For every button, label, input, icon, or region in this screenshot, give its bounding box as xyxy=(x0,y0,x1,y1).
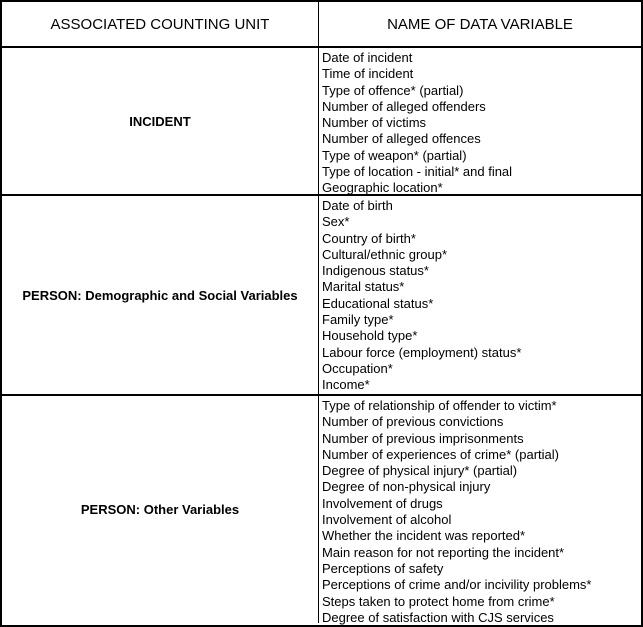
variable-item: Country of birth* xyxy=(322,230,416,246)
variable-item: Date of birth xyxy=(322,198,393,213)
table-row-incident xyxy=(2,48,641,196)
variable-item: Degree of non-physical injury xyxy=(322,479,491,495)
variable-item: Number of alleged offences xyxy=(322,131,481,147)
variable-item: Geographic location* xyxy=(322,180,443,196)
variable-item: Whether the incident was reported* xyxy=(322,528,526,544)
variable-item: Occupation* xyxy=(322,360,393,376)
variable-item: Family type* xyxy=(322,312,394,328)
variable-item: Cultural/ethnic group* xyxy=(322,246,448,262)
variable-item: Time of incident xyxy=(322,66,414,82)
variable-item: Labour force (employment) status* xyxy=(322,344,522,360)
unit-label-person-demographic: PERSON: Demographic and Social Variables xyxy=(22,287,298,303)
variable-item: Perceptions of safety xyxy=(322,560,444,576)
column-header-associated-counting-unit: ASSOCIATED COUNTING UNIT xyxy=(2,2,319,46)
variable-item: Date of incident xyxy=(322,50,413,65)
unit-cell-person-other xyxy=(2,396,319,623)
variable-item: Sex* xyxy=(322,214,350,230)
variable-item: Type of weapon* (partial) xyxy=(322,147,467,163)
variable-item: Degree of physical injury* (partial) xyxy=(322,463,518,479)
variable-item: Involvement of drugs xyxy=(322,495,443,511)
table-row-person-other xyxy=(2,396,641,623)
variable-item: Main reason for not reporting the incident* xyxy=(322,544,565,560)
unit-cell-person-demographic xyxy=(2,196,319,394)
variable-item: Indigenous status* xyxy=(322,263,429,279)
unit-label-person-other: PERSON: Other Variables xyxy=(80,502,240,517)
variable-item: Number of previous imprisonments xyxy=(322,430,524,446)
variable-item: Involvement of alcohol xyxy=(322,512,452,528)
unit-cell-incident xyxy=(2,48,319,194)
variable-item: Number of previous convictions xyxy=(322,414,504,430)
variable-item: Number of victims xyxy=(322,115,427,131)
variable-item: Household type* xyxy=(322,328,418,344)
variable-item: Number of alleged offenders xyxy=(322,98,486,114)
variable-item: Type of offence* (partial) xyxy=(322,82,464,98)
column-header-name-of-data-variable: NAME OF DATA VARIABLE xyxy=(387,15,573,33)
variables-cell-incident xyxy=(319,48,641,194)
variable-item: Type of relationship of offender to victim* xyxy=(322,398,557,413)
variables-cell-person-other xyxy=(319,396,641,623)
variable-item: Degree of satisfaction with CJS services xyxy=(322,609,554,625)
variables-cell-person-demographic xyxy=(319,196,641,394)
variable-item: Marital status* xyxy=(322,279,405,295)
unit-label-incident: INCIDENT xyxy=(129,113,191,129)
table-header-row xyxy=(2,2,641,48)
variable-item: Income* xyxy=(322,377,370,393)
variable-item: Steps taken to protect home from crime* xyxy=(322,593,555,609)
variable-item: Perceptions of crime and/or incivility problems* xyxy=(322,577,592,593)
table-row-person-demographic xyxy=(2,196,641,396)
variable-item: Number of experiences of crime* (partial) xyxy=(322,446,559,462)
variable-item: Type of location - initial* and final xyxy=(322,164,513,180)
variable-item: Educational status* xyxy=(322,295,434,311)
